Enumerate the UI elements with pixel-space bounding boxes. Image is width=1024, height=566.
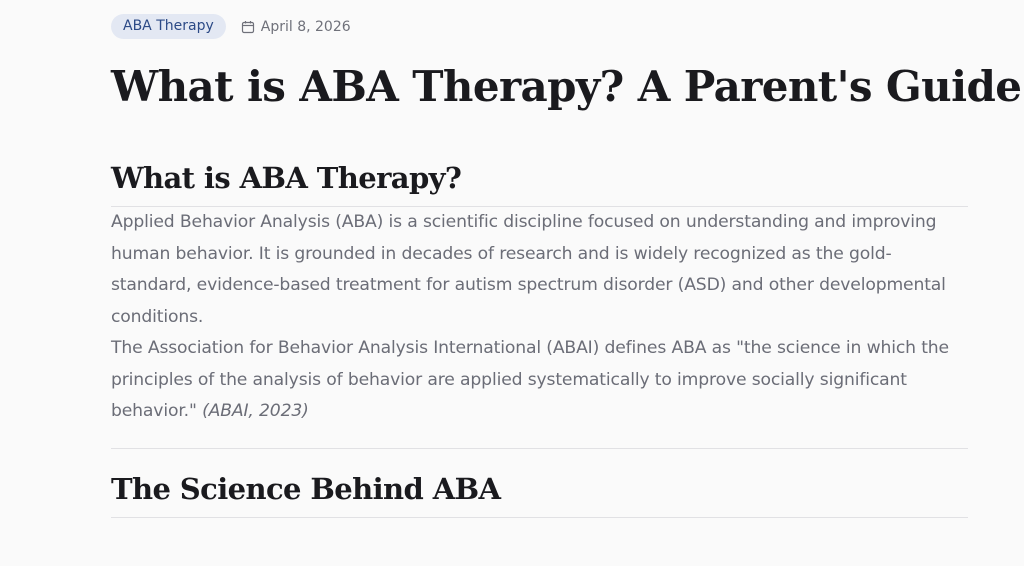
- heading-divider: [111, 517, 968, 518]
- category-badge[interactable]: ABA Therapy: [111, 14, 226, 39]
- page-title: What is ABA Therapy? A Parent's Guide: [111, 62, 1022, 111]
- blog-article: [111, 14, 1022, 518]
- publish-date-text: April 8, 2026: [260, 18, 351, 35]
- section-divider: [111, 448, 968, 449]
- paragraph: Applied Behavior Analysis (ABA) is a scientific discipline focused on understanding and improving human behavior. It is grounded in decades of research and is widely recognized as the gold-standard, evidence-based treatment for autism spectrum disorder (ASD) and other developmental conditions.: [111, 212, 946, 327]
- section-heading: What is ABA Therapy?: [111, 161, 462, 195]
- section-science-behind-aba: [111, 469, 968, 518]
- citation: (ABAI, 2023): [202, 401, 309, 421]
- quote-text: The Association for Behavior Analysis International (ABAI) defines ABA as "the science in which the principles of the analysis of behavior are applied systematically to improve socially significant behavior.": [111, 338, 949, 421]
- calendar-icon: [241, 20, 255, 34]
- section-what-is-aba: [111, 158, 968, 449]
- paragraph-quote: [111, 333, 968, 428]
- article-meta: [111, 14, 968, 39]
- section-heading: The Science Behind ABA: [111, 471, 501, 506]
- publish-date: [241, 19, 351, 35]
